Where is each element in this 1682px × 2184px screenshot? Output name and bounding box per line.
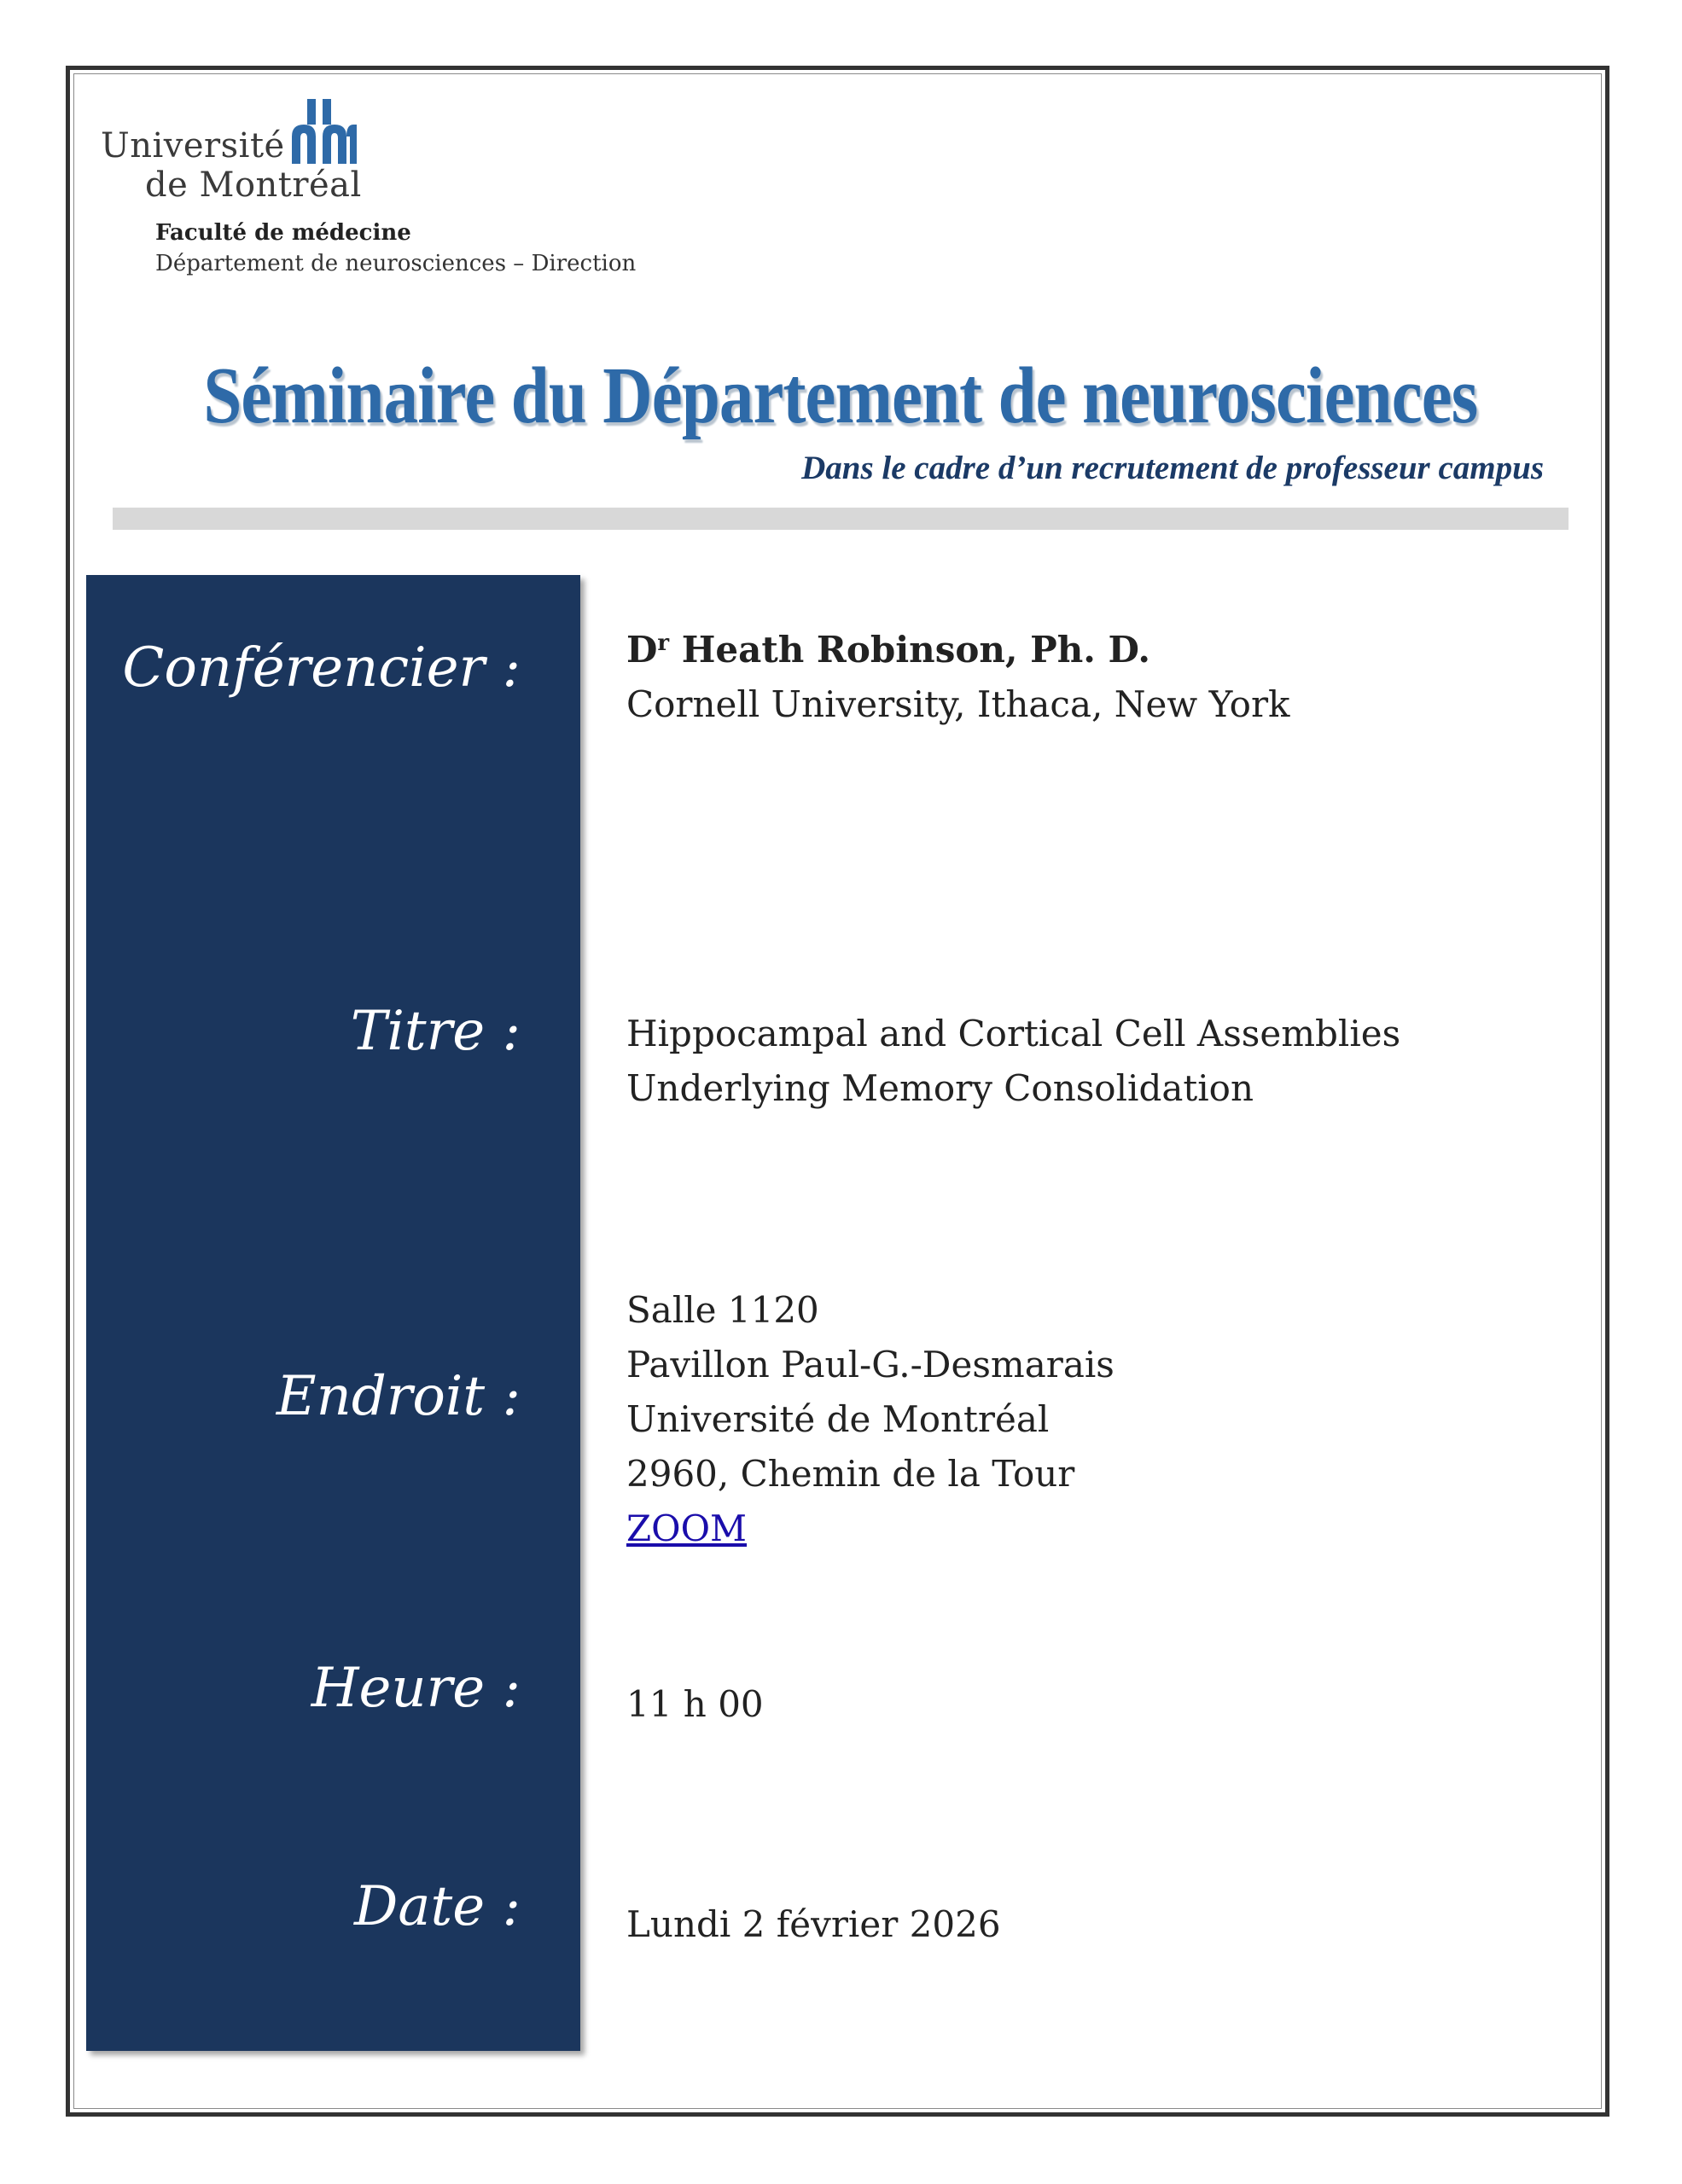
- faculty-name: Faculté de médecine: [155, 220, 411, 246]
- talk-title-label: Titre :: [350, 1000, 521, 1063]
- date-label: Date :: [354, 1875, 521, 1938]
- location-building: Pavillon Paul-G.-Desmarais: [626, 1344, 1115, 1385]
- speaker-value: [626, 623, 1290, 732]
- location-institution: Université de Montréal: [626, 1398, 1050, 1440]
- location-address: 2960, Chemin de la Tour: [626, 1453, 1075, 1495]
- location-room: Salle 1120: [626, 1289, 819, 1331]
- time-label: Heure :: [311, 1657, 521, 1720]
- udem-logo: [101, 99, 365, 205]
- seminar-subtitle: Dans le cadre d’un recrutement de professeur campus: [801, 450, 1544, 486]
- department-name: Département de neurosciences – Direction: [155, 251, 637, 276]
- udem-emblem-icon: [288, 99, 360, 164]
- labels-sidebar: [86, 575, 580, 2051]
- talk-title-line2: Underlying Memory Consolidation: [626, 1067, 1254, 1109]
- speaker-label: Conférencier :: [122, 636, 521, 700]
- speaker-affiliation: Cornell University, Ithaca, New York: [626, 683, 1290, 725]
- location-value: [626, 1283, 1115, 1556]
- talk-title-value: [626, 1007, 1400, 1116]
- zoom-link[interactable]: ZOOM: [626, 1507, 748, 1549]
- logo-name-line1: Université: [101, 126, 285, 166]
- talk-title-line1: Hippocampal and Cortical Cell Assemblies: [626, 1013, 1401, 1054]
- seminar-title: Séminaire du Département de neurosciences: [203, 351, 1478, 440]
- location-label: Endroit :: [276, 1365, 521, 1428]
- logo-name-line2: de Montréal: [145, 166, 362, 205]
- time-value: 11 h 00: [626, 1683, 764, 1725]
- speaker-name: $D^r$ Heath Robinson, Ph. D.: [626, 629, 1151, 671]
- header-divider: [113, 508, 1569, 530]
- date-value: Lundi 2 février 2026: [626, 1903, 1001, 1945]
